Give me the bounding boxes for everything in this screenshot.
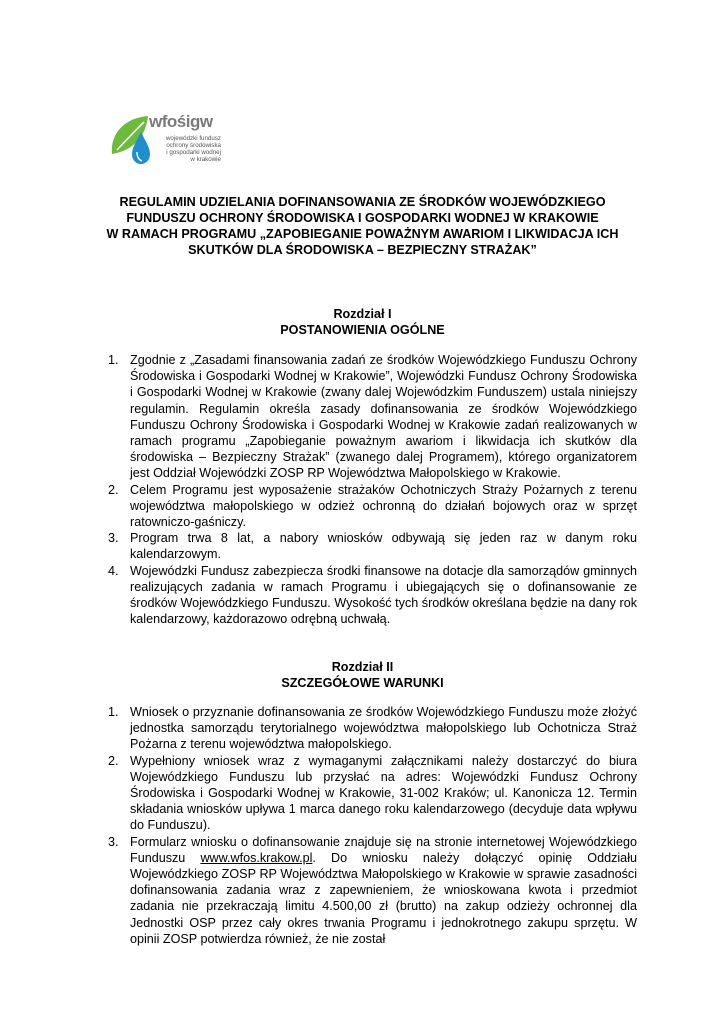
item-number: 4. — [108, 563, 119, 578]
list-item — [0, 563, 725, 628]
wfos-website-link[interactable]: www.wfos.krakow.pl — [200, 850, 313, 865]
item-number: 1. — [108, 705, 119, 719]
title-line: FUNDUSZU OCHRONY ŚRODOWISKA I GOSPODARKI WODNEJ W KRAKOWIE — [126, 211, 599, 225]
list-item — [0, 704, 725, 753]
title-line: W RAMACH PROGRAMU „ZAPOBIEGANIE POWAŻNYM AWARIOM I LIKWIDACJA ICH — [106, 227, 619, 241]
item-text: Wniosek o przyznanie dofinansowania ze środków Wojewódzkiego Funduszu może złożyć jednostka samorządu terytorialnego województwa małopolskiego lub Ochotnicza Straż Pożarna z terenu województwa małopolskiego. — [130, 705, 637, 752]
logo-subtitle: wojewódzki fundusz ochrony środowiska i gospodarki wodnej w krakowie — [165, 135, 221, 163]
item-text: Celem Programu jest wyposażenie strażaków Ochotniczych Straży Pożarnych z terenu województwa małopolskiego w odzież ochronną do działań bojowych oraz w sprzęt ratowniczo-gaśniczy. — [130, 482, 637, 530]
item-number: 3. — [108, 531, 119, 546]
item-text: Wojewódzki Fundusz zabezpiecza środki finansowe na dotacje dla samorządów gminnych realizujących zadania w ramach Programu i ubiegających się o dofinansowanie ze środków Wojewódzkiego Funduszu. Wysokość tych środków określana będzie na dany rok kalendarzowy, każdorazowo odrębną uchwałą. — [130, 563, 637, 627]
item-number: 2. — [108, 482, 119, 497]
list-item — [0, 352, 725, 482]
item-text: Zgodnie z „Zasadami finansowania zadań ze środków Wojewódzkiego Funduszu Ochrony Środowiska i Gospodarki Wodnej w Krakowie”, Wojewódzki Fundusz Ochrony Środowiska i Gospodarki Wodnej w Krakowie (zwany dalej Wojewódzkim Funduszem) ustala niniejszy regulamin. Regulamin określa zasady dofinansowania ze środków Wojewódzkiego Funduszu Ochrony Środowiska i Gospodarki Wodnej w Krakowie zadań realizowanych w ramach programu „Zapobieganie poważnym awariom i likwidacja ich skutków dla środowiska – Bezpieczny Strażak” (zwanego dalej Programem), którego organizatorem jest Oddział Wojewódzki ZOSP RP Województwa Małopolskiego w Krakowie. — [130, 353, 637, 481]
wfosigw-logo — [108, 110, 238, 170]
item-text: Wypełniony wniosek wraz z wymaganymi załącznikami należy dostarczyć do biura Wojewódzkiego Funduszu lub przysłać na adres: Wojewódzki Fundusz Ochrony Środowiska i Gospodarki Wodnej w Krakowie, 31-002 Kraków; ul. Kanonicza 12. Termin składania wniosków upływa 1 marca danego roku kalendarzowego (decyduje data wpływu do Funduszu). — [130, 753, 637, 833]
chapter-title: SZCZEGÓŁOWE WARUNKI — [281, 676, 444, 690]
logo-wordmark: wfośigw — [149, 112, 213, 131]
list-item — [0, 834, 725, 947]
list-item — [0, 753, 725, 834]
list-item — [0, 530, 725, 562]
chapter-label: Rozdział II — [331, 660, 394, 674]
item-number: 1. — [108, 353, 119, 367]
document-title — [60, 194, 665, 258]
item-number: 2. — [108, 753, 119, 768]
chapter-2-heading — [60, 659, 665, 691]
item-text — [130, 834, 637, 947]
item-number: 3. — [108, 834, 119, 849]
chapter-2-list — [0, 704, 725, 947]
item-text-part: . Do wniosku należy dołączyć opinię Oddziału Wojewódzkiego ZOSP RP Województwa Małopolskiego w Krakowie w sprawie zasadności dofinansowania zadania wraz z zapewnieniem, że wnioskowana kwota i przedmiot zadania nie przekraczają limitu 4.500,00 zł (brutto) na zakup odzieży ochronnej dla Jednostki OSP przez cały okres trwania Programu i jednokrotnego zakupu sprzętu. W opinii ZOSP potwierdza również, że nie został — [130, 850, 637, 946]
chapter-1-list — [0, 352, 725, 627]
item-text-part: Formularz wniosku o dofinansowanie znajduje się na stronie internetowej Wojewódzkiego Funduszu — [130, 834, 637, 865]
title-line: SKUTKÓW DLA ŚRODOWISKA – BEZPIECZNY STRAŻAK” — [188, 243, 537, 257]
list-item — [0, 482, 725, 531]
item-text: Program trwa 8 lat, a nabory wniosków odbywają się jeden raz w danym roku kalendarzowym. — [130, 531, 637, 562]
chapter-title: POSTANOWIENIA OGÓLNE — [280, 323, 445, 337]
chapter-label: Rozdział I — [333, 307, 392, 321]
chapter-1-heading — [60, 306, 665, 338]
title-line: REGULAMIN UDZIELANIA DOFINANSOWANIA ZE ŚRODKÓW WOJEWÓDZKIEGO — [119, 195, 606, 209]
